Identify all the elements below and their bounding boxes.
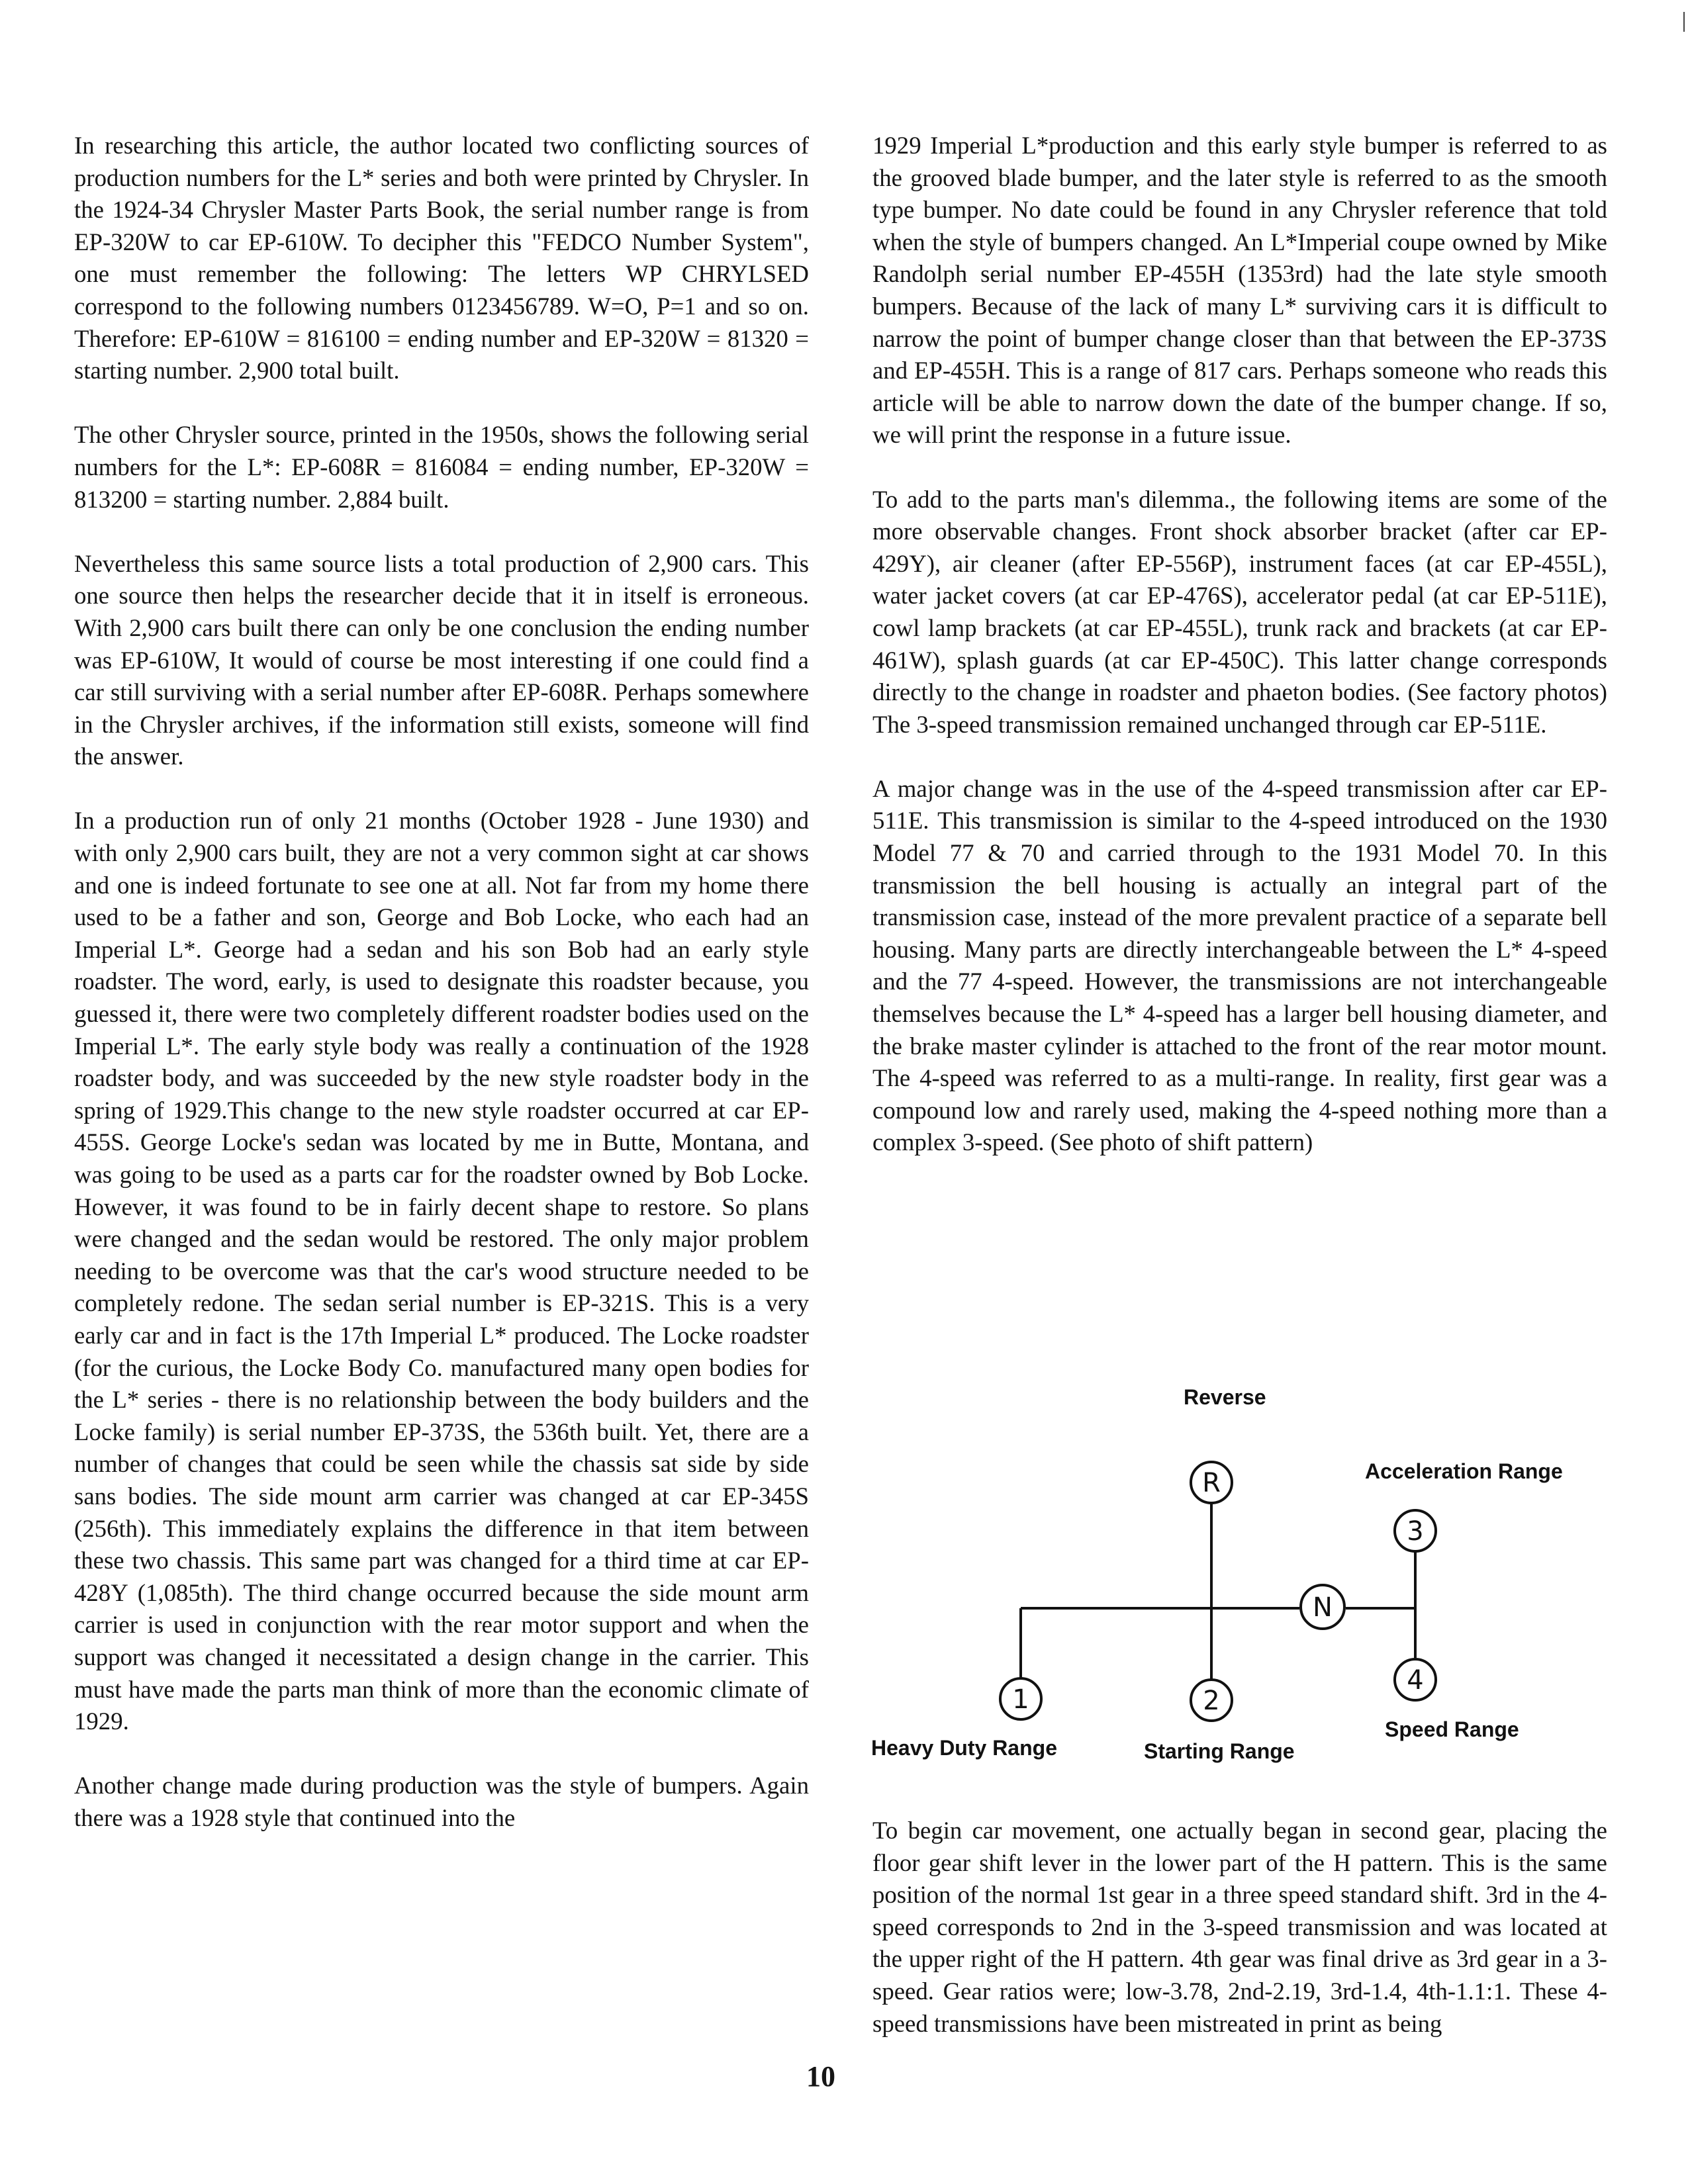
acceleration-range-label: Acceleration Range — [1365, 1459, 1563, 1483]
paragraph: Another change made during production was the style of bumpers. Again there was a 1928 style that continued into the — [74, 1772, 809, 1831]
paragraph: To add to the parts man's dilemma., the following items are some of the more observable changes. Front shock absorber bracket (after car EP-429Y), air cleaner (after EP-556P), instrument faces (at car EP-455L), water jacket covers (at car EP-476S), accelerator pedal (at car EP-511E), cowl lamp brackets (at car EP-455L), trunk rack and brackets (at car EP-461W), splash guards (at car EP-450C). This latter change corresponds directly to the change in roadster and phaeton bodies. (See factory photos) The 3-speed transmission remained unchanged through car EP-511E. — [872, 485, 1607, 738]
page-number: 10 — [806, 2060, 835, 2093]
paragraph: To begin car movement, one actually began in second gear, placing the floor gear shift lever in the lower part of the H pattern. This is the same position of the normal 1st gear in a three speed standard shift. 3rd in the 4-speed corresponds to 2nd in the 3-speed transmission and was located at the upper right of the H pattern. 4th gear was final drive as 3rd gear in a 3-speed. Gear ratios were; low-3.78, 2nd-2.19, 3rd-1.4, 4th-1.1:1. These 4-speed transmissions have been mistreated in print as being — [872, 1817, 1607, 2037]
edge-mark — [1683, 12, 1685, 32]
reverse-label: Reverse — [1184, 1385, 1266, 1409]
gear-second-text: 2 — [1203, 1686, 1220, 1716]
gear-reverse-text: R — [1202, 1468, 1221, 1498]
paragraph: 1929 Imperial L*production and this early style bumper is referred to as the grooved blade bumper, and the later style is referred to as the smooth type bumper. No date could be found in any Chrysler reference that told when the style of bumpers changed. An L*Imperial coupe owned by Mike Randolph serial number EP-455H (1353rd) had the late style smooth bumpers. Because of the lack of many L* surviving cars it is difficult to narrow the point of bumper change closer than that between the EP-373S and EP-455H. This is a range of 817 cars. Perhaps someone who reads this article will be able to narrow down the date of the bumper change. If so, we will print the response in a future issue. — [872, 132, 1607, 449]
starting-range-label: Starting Range — [1144, 1739, 1295, 1763]
paragraph: The other Chrysler source, printed in the 1950s, shows the following serial numbers for the L*: EP-608R = 816084 = ending number, EP-320W = 813200 = starting number. 2,884 built. — [74, 421, 809, 513]
paragraph: In researching this article, the author located two conflicting sources of production numbers for the L* series and both were printed by Chrysler. In the 1924-34 Chrysler Master Parts Book, the serial number range is from EP-320W to car EP-610W. To decipher this "FEDCO Number System", one must remember the following: The letters WP CHRYLSED correspond to the following numbers 0123456789. W=O, P=1 and so on. Therefore: EP-610W = 816100 = ending number and EP-320W = 81320 = starting number. 2,900 total built. — [74, 132, 809, 385]
gear-first-text: 1 — [1012, 1684, 1029, 1715]
heavy-duty-range-label: Heavy Duty Range — [871, 1736, 1057, 1760]
right-column — [872, 130, 1607, 1191]
shift-pattern-diagram — [867, 1387, 1609, 1797]
paragraph: In a production run of only 21 months (October 1928 - June 1930) and with only 2,900 cars built, they are not a very common sight at car shows and one is indeed fortunate to see one at all. Not far from my home there used to be a father and son, George and Bob Locke, who each had an Imperial L*. George had a sedan and his son Bob had an early style roadster. The word, early, is used to designate this roadster because, you guessed it, there were two completely different roadster bodies used on the Imperial L*. The early style body was really a continuation of the 1928 roadster body, and was succeeded by the new style roadster body in the spring of 1929.This change to the new style roadster occurred at car EP-455S. George Locke's sedan was located by me in Butte, Montana, and was going to be used as a parts car for the roadster owned by Bob Locke. However, it was found to be in fairly decent shape to restore. So plans were changed and the sedan would be restored. The only major problem needing to be overcome was that the car's wood structure needed to be completely redone. The sedan serial number is EP-321S. This is a very early car and in fact is the 17th Imperial L* produced. The Locke roadster (for the curious, the Locke Body Co. manufactured many open bodies for the L* series - there is no relationship between the body builders and the Locke family) is serial number EP-373S, the 536th built. Yet, there are a number of changes that could be seen while the chassis sat side by side sans bodies. The side mount arm carrier was changed at car EP-345S (256th). This immediately explains the difference in that item between these two chassis. This same part was changed for a third time at car EP-428Y (1,085th). The third change occurred because the side mount arm carrier is used in conjunction with the rear motor support and when the support was changed it necessitated a design change in the carrier. This must have made the parts man think of more than the economic climate of 1929. — [74, 807, 809, 1735]
gear-fourth-text: 4 — [1407, 1665, 1424, 1696]
paragraph: Nevertheless this same source lists a total production of 2,900 cars. This one source then helps the researcher decide that it in itself is erroneous. With 2,900 cars built there can only be one conclusion the ending number was EP-610W, It would of course be most interesting if one could find a car still surviving with a serial number after EP-608R. Perhaps somewhere in the Chrysler archives, if the information still exists, someone will find the answer. — [74, 549, 809, 770]
gear-third-text: 3 — [1407, 1516, 1424, 1547]
right-column-bottom — [872, 1815, 1607, 2072]
speed-range-label: Speed Range — [1385, 1717, 1519, 1741]
left-column — [74, 130, 809, 1866]
gear-neutral-text: N — [1313, 1592, 1333, 1623]
paragraph: A major change was in the use of the 4-speed transmission after car EP-511E. This transmission is similar to the 4-speed introduced on the 1930 Model 77 & 70 and carried through to the 1931 Model 70. In this transmission the bell housing is actually an integral part of the transmission case, instead of the more prevalent practice of a separate bell housing. Many parts are directly interchangeable between the L* 4-speed and the 77 4-speed. However, the transmissions are not interchangeable themselves because the L* 4-speed has a larger bell housing diameter, and the brake master cylinder is attached to the front of the rear motor mount. The 4-speed was referred to as a multi-range. In reality, first gear was a compound low and rarely used, making the 4-speed nothing more than a complex 3-speed. (See photo of shift pattern) — [872, 774, 1607, 1156]
